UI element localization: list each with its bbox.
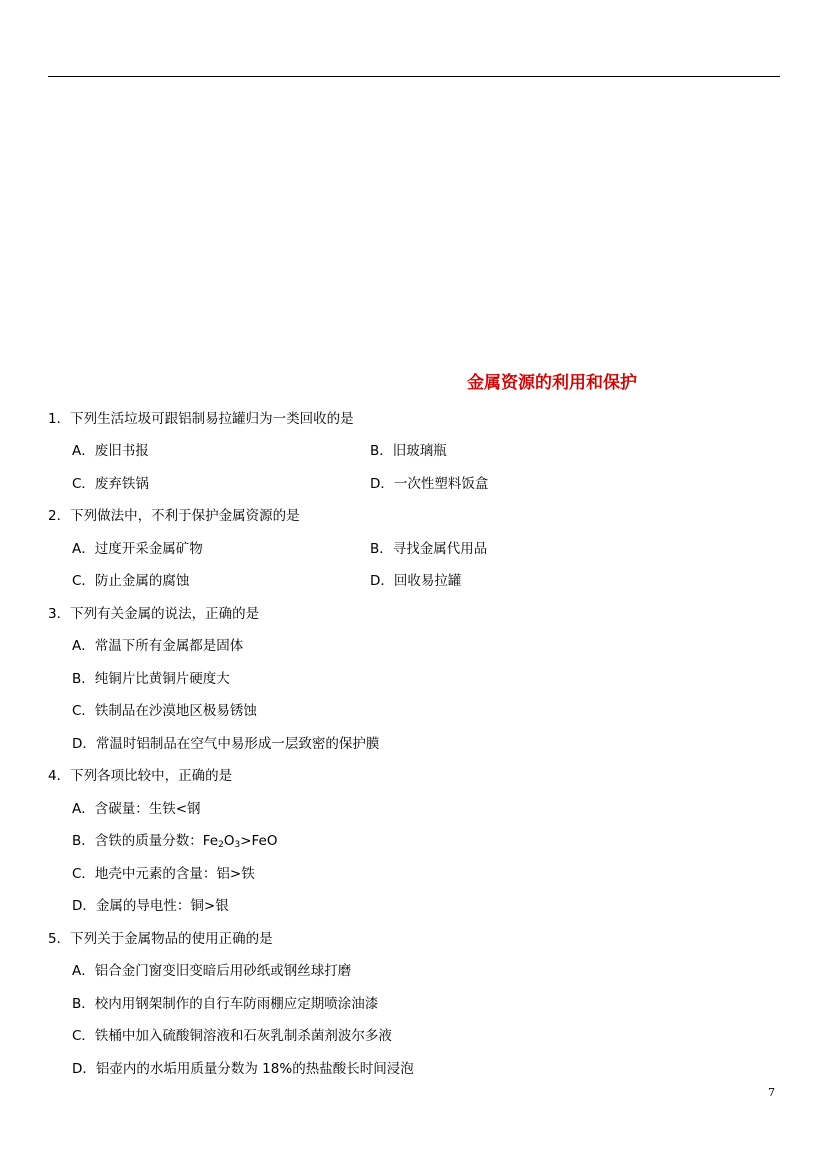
question-4-option-a: A．含碳量：生铁<钢 — [72, 801, 201, 817]
question-5-option-d: D．铝壶内的水垢用质量分数为 18%的热盐酸长时间浸泡 — [72, 1061, 414, 1077]
question-3-stem: 3．下列有关金属的说法，正确的是 — [48, 606, 260, 622]
question-5-option-b: B．校内用钢架制作的自行车防雨棚应定期喷涂油漆 — [72, 996, 379, 1012]
page-number: 7 — [768, 1086, 775, 1099]
question-2-option-b: B．寻找金属代用品 — [370, 541, 488, 557]
question-2-option-a: A．过度开采金属矿物 — [72, 541, 203, 557]
question-3-option-b: B．纯铜片比黄铜片硬度大 — [72, 671, 230, 687]
subscript-3: 3 — [234, 840, 241, 850]
question-4-option-b-prefix: B．含铁的质量分数：Fe — [72, 833, 219, 849]
question-1-option-b: B．旧玻璃瓶 — [370, 443, 447, 459]
question-4-stem: 4．下列各项比较中，正确的是 — [48, 768, 233, 784]
question-1-option-d: D．一次性塑料饭盒 — [370, 476, 489, 492]
question-3-option-d: D．常温时铝制品在空气中易形成一层致密的保护膜 — [72, 736, 380, 752]
question-3-option-a: A．常温下所有金属都是固体 — [72, 638, 244, 654]
question-4-option-b-suffix: >FeO — [240, 833, 278, 849]
question-2-option-d: D．回收易拉罐 — [370, 573, 462, 589]
question-2-option-c: C．防止金属的腐蚀 — [72, 573, 190, 589]
question-5-stem: 5．下列关于金属物品的使用正确的是 — [48, 931, 273, 947]
subscript-2: 2 — [218, 840, 224, 850]
header-rule — [48, 76, 780, 77]
question-4-option-b — [72, 832, 277, 854]
oxygen-symbol: O — [223, 833, 235, 849]
document-title: 金属资源的利用和保护 — [467, 373, 637, 393]
question-1-stem: 1．下列生活垃圾可跟铝制易拉罐归为一类回收的是 — [48, 411, 354, 427]
question-1-option-c: C．废弃铁锅 — [72, 476, 149, 492]
question-5-option-c: C．铁桶中加入硫酸铜溶液和石灰乳制杀菌剂波尔多液 — [72, 1028, 392, 1044]
question-2-stem: 2．下列做法中，不利于保护金属资源的是 — [48, 508, 300, 524]
question-3-option-c: C．铁制品在沙漠地区极易锈蚀 — [72, 703, 257, 719]
question-5-option-a: A．铝合金门窗变旧变暗后用砂纸或钢丝球打磨 — [72, 963, 352, 979]
question-1-option-a: A．废旧书报 — [72, 443, 149, 459]
question-4-option-c: C．地壳中元素的含量：铝>铁 — [72, 866, 255, 882]
question-4-option-d: D．金属的导电性：铜>银 — [72, 898, 229, 914]
